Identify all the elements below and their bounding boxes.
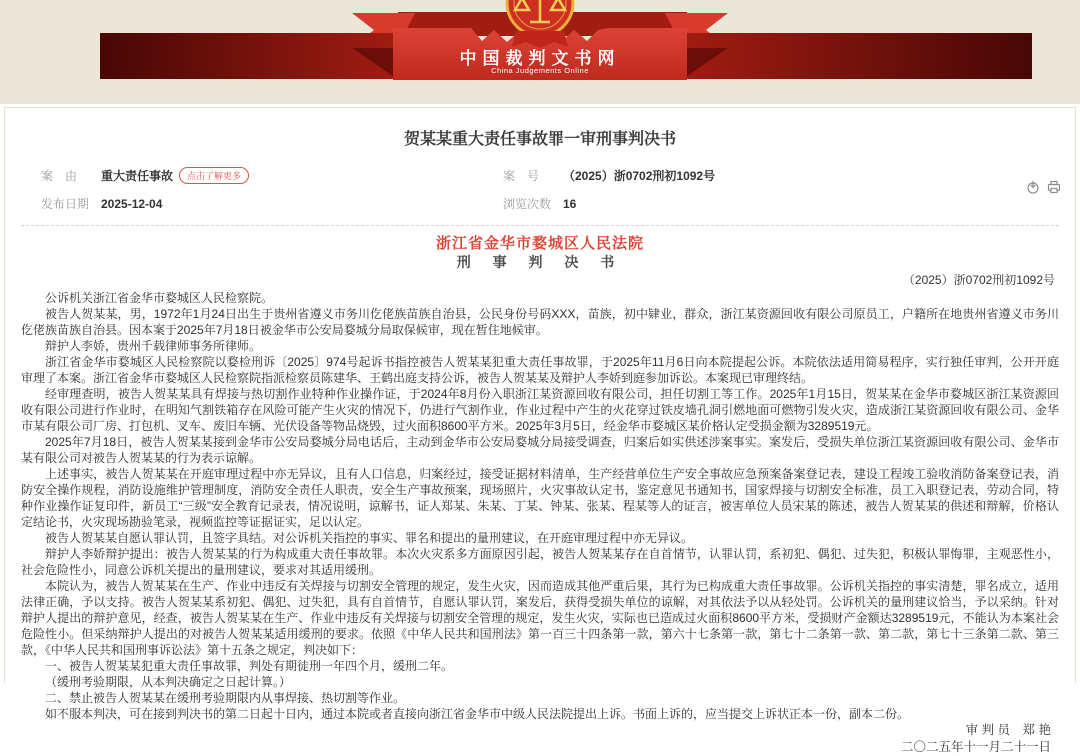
judgment-paragraph: 如不服本判决，可在接到判决书的第二日起十日内，通过本院或者直接向浙江省金华市中级人民法院提出上诉。书面上诉的，应当提交上诉状正本一份，副本二份。 bbox=[45, 707, 910, 721]
publish-date-label: 发布日期 bbox=[41, 197, 90, 211]
judgment-paragraph: 被告人贺某某，男，1972年1月24日出生于贵州省遵义市务川仡佬族苗族自治县，公民身份号码XXX，苗族，初中肄业，群众，浙江某资源回收有限公司原员工，户籍所在地贵州省遵义市务川仡佬族苗族自治县。因本案于2025年7月18日被金华市公安局婺城分局取保候审，现在暂住地候审。 bbox=[21, 307, 1059, 337]
judgment-date: 二〇二五年十一月二十一日 bbox=[900, 740, 1051, 754]
judgment-paragraph: 浙江省金华市婺城区人民检察院以婺检刑诉〔2025〕974号起诉书指控被告人贺某某犯重大责任事故罪，于2025年11月6日向本院提起公诉。本院依法适用简易程序，实行独任审判，公开开庭审理了本案。浙江省金华市婺城区人民检察院指派检察员陈建华、王鹤出庭支持公诉，被告人贺某某及辩护人李娇到庭参加诉讼。本案现已审理终结。 bbox=[21, 355, 1059, 385]
judge-signature: 审 判 员 郑 艳 bbox=[965, 723, 1051, 737]
judgment-paragraph: 二、禁止被告人贺某某在缓刑考验期限内从事焊接、热切割等作业。 bbox=[45, 691, 406, 705]
judgment-paragraph: 一、被告人贺某某犯重大责任事故罪，判处有期徒刑一年四个月，缓刑二年。 bbox=[45, 659, 454, 673]
views-label: 浏览次数 bbox=[503, 197, 552, 211]
doc-type-title: 刑 事 判 决 书 bbox=[456, 254, 624, 270]
judgment-paragraph: 本院认为，被告人贺某某在生产、作业中违反有关焊接与切割安全管理的规定，发生火灾，因而造成其他严重后果，其行为已构成重大责任事故罪。公诉机关指控的事实清楚，罪名成立，适用法律正确，予以支持。被告人贺某某系初犯、偶犯、过失犯，具有自首情节，自愿认罪认罚，案发后，获得受损失单位的谅解，对其依法予以从轻处罚。公诉机关的量刑建议恰当，予以采纳。针对辩护人提出的辩护意见，经查，被告人贺某某在生产、作业中违反有关焊接与切割安全管理的规定，发生火灾，实际也已造成过火面积8600平方米，受损财产金额达3289519元，不能认为本案社会危险性小。但采纳辩护人提出的对被告人贺某某适用缓刑的要求。依照《中华人民共和国刑法》第一百三十四条第一款，第六十七条第一款，第七十二条第一款、第二款，第七十三条第二款、第三款，《中华人民共和国刑事诉讼法》第十五条之规定，判决如下： bbox=[21, 579, 1059, 657]
judgment-paragraph: 上述事实，被告人贺某某在开庭审理过程中亦无异议，且有人口信息，归案经过，接受证据材料清单，生产经营单位生产安全事故应急预案备案登记表，建设工程竣工验收消防备案登记表，消防安全操作规程，消防设施维护管理制度，消防安全责任人职责，安全生产事故预案，现场照片，火灾事故认定书，鉴定意见书通知书，国家焊接与切割安全标准，员工入职登记表，劳动合同，特种作业操作证复印件，新员工“三级”安全教育记录表，情况说明，谅解书，证人郑某、朱某、丁某、钟某、张某、程某等人的证言，被害单位人员宋某的陈述，被告人贺某某的供述和辩解，价格认定结论书，火灾现场勘验笔录，视频监控等证据证实，足以认定。 bbox=[21, 467, 1059, 529]
site-subtitle: China Judgements Online bbox=[491, 66, 589, 75]
judgment-paragraph: 辩护人李娇，贵州千载律师事务所律师。 bbox=[45, 339, 262, 353]
judgment-document-card bbox=[4, 107, 1076, 754]
publish-date-value: 2025-12-04 bbox=[101, 196, 163, 211]
document-actions bbox=[1026, 180, 1061, 194]
judgment-paragraph: 经审理查明，被告人贺某某具有焊接与热切割作业特种作业操作证，于2024年8月份入职浙江某资源回收有限公司，担任切割工等工作。2025年1月15日，贺某某在金华市婺城区浙江某资源回收有限公司进行作业时，在明知气割铁箱存在风险可能产生火灾的情况下，仍进行气割作业，作业过程中产生的火花穿过铁皮墙孔洞引燃地面可燃物引发火灾，造成浙江某资源回收有限公司、金华市某有限公司厂房、打包机、叉车、废旧车辆、光伏设备等物品烧毁，过火面积8600平方米。2025年3月5日，经金华市婺城区某价格认定受损金额为3289519元。 bbox=[21, 387, 1059, 433]
site-title: 中国裁判文书网 bbox=[459, 49, 621, 68]
judgment-paragraph: 公诉机关浙江省金华市婺城区人民检察院。 bbox=[45, 291, 274, 305]
court-emblem-icon bbox=[507, 0, 573, 48]
case-number-label: 案 号 bbox=[503, 169, 540, 183]
dashed-divider bbox=[21, 225, 1059, 226]
views-value: 16 bbox=[563, 196, 577, 211]
cause-more-badge[interactable]: 点击了解更多 bbox=[179, 167, 249, 184]
court-name: 浙江省金华市婺城区人民法院 bbox=[435, 235, 644, 252]
judgment-paragraph: 被告人贺某某自愿认罪认罚，且签字具结。对公诉机关指控的事实、罪名和提出的量刑建议，在开庭审理过程中亦无异议。 bbox=[45, 531, 694, 545]
cause-label: 案 由 bbox=[41, 169, 78, 183]
download-icon[interactable] bbox=[1026, 180, 1040, 194]
judgment-paragraph: 辩护人李娇辩护提出：被告人贺某某的行为构成重大责任事故罪。本次火灾系多方面原因引起，被告人贺某某存在自首情节，认罪认罚，系初犯、偶犯、过失犯，积极认罪悔罪，主观恶性小，社会危险性小，同意公诉机关提出的量刑建议，要求对其适用缓刑。 bbox=[21, 547, 1059, 577]
case-number-value: （2025）浙0702刑初1092号 bbox=[563, 169, 716, 183]
judgment-paragraph: 2025年7月18日，被告人贺某某接到金华市公安局婺城分局电话后，主动到金华市公安局婺城分局接受调查，归案后如实供述涉案事实。案发后，受损失单位浙江某资源回收有限公司、金华市某有限公司对被告人贺某某的行为表示谅解。 bbox=[21, 435, 1059, 465]
case-number-line: （2025）浙0702刑初1092号 bbox=[902, 273, 1055, 287]
print-icon[interactable] bbox=[1047, 180, 1061, 194]
cause-value: 重大责任事故 bbox=[101, 169, 174, 183]
judgment-body bbox=[21, 290, 1059, 722]
site-header bbox=[0, 0, 1080, 104]
signature-block bbox=[21, 722, 1059, 756]
judgment-paragraph: （缓刑考验期限，从本判决确定之日起计算。） bbox=[45, 675, 292, 689]
page-title: 贺某某重大责任事故罪一审刑事判决书 bbox=[403, 131, 676, 148]
document-meta bbox=[21, 167, 1059, 223]
